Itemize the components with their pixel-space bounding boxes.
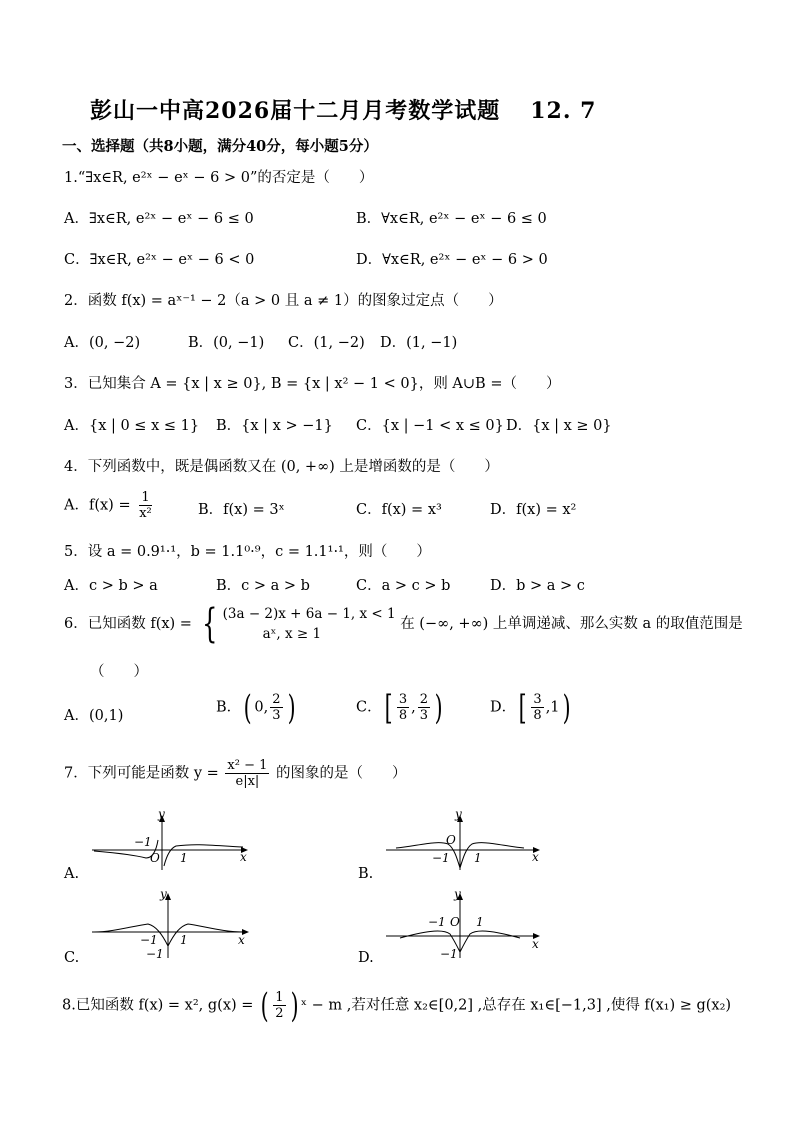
fraction [531, 692, 543, 723]
q8-stem-post: ˣ − m ,若对任意 x₂∈[0,2] ,总存在 x₁∈[−1,3] ,使得 f(x₁) ≥ g(x₂) [300, 997, 732, 1014]
q3-option-d[interactable]: D．{x | x ≥ 0} [506, 418, 612, 434]
fraction-numerator: 1 [275, 990, 284, 1005]
q7-graph-a[interactable] [88, 810, 258, 872]
q7-stem-post: 的图象的是（ ） [276, 765, 407, 782]
option-label: D． [490, 699, 517, 716]
fraction-numerator: 2 [272, 692, 281, 707]
fraction-denominator: 8 [398, 708, 408, 723]
q1-stem: 1.“∃x∈R, e²ˣ − eˣ − 6 > 0”的否定是（ ） [64, 170, 374, 186]
q6-stem-post: 在 (−∞, +∞) 上单调递减、那么实数 a 的取值范围是 [400, 616, 743, 632]
q4-option-c[interactable]: C．f(x) = x³ [356, 502, 442, 518]
q2-option-b[interactable]: B．(0, −1) [188, 335, 265, 351]
fraction-denominator: x² [139, 506, 152, 521]
exam-date: 12. 7 [530, 98, 597, 124]
axis-x-label: x [240, 850, 247, 864]
q4-option-a-fraction [137, 490, 154, 521]
q6-option-b[interactable] [216, 687, 298, 728]
tick-neg1: −1 [432, 851, 450, 865]
q5-option-d[interactable]: D．b > a > c [490, 578, 585, 594]
tick-neg1: −1 [134, 835, 152, 849]
q2-option-d[interactable]: D．(1, −1) [380, 335, 458, 351]
q6-option-a[interactable]: A．(0,1) [64, 708, 124, 724]
fraction-denominator: 2 [275, 1006, 284, 1021]
q6-answer-paren: （ ） [90, 664, 148, 680]
q6-piecewise [223, 604, 396, 644]
q2-option-a[interactable]: A．(0, −2) [64, 335, 141, 351]
q5-option-b[interactable]: B．c > a > b [216, 578, 310, 594]
q7-label-b: B. [358, 866, 374, 882]
q7-label-d: D. [358, 950, 374, 966]
fraction-numerator: 3 [398, 692, 408, 707]
q4-option-a[interactable] [64, 490, 156, 521]
q6-piece-line-1: (3a − 2)x + 6a − 1, x < 1 [222, 606, 396, 622]
bracket-glyph: ( [243, 687, 252, 728]
axis-x-label: x [532, 850, 539, 864]
q7-label-c: C. [64, 950, 80, 966]
fraction-denominator: e|x| [235, 774, 260, 789]
axis-y-label: y [160, 890, 167, 901]
q7-graph-d[interactable] [382, 890, 547, 960]
bracket-glyph: [ [384, 687, 393, 728]
q1-option-b[interactable]: B．∀x∈R, e²ˣ − eˣ − 6 ≤ 0 [356, 211, 547, 227]
tick-neg1-y: −1 [146, 947, 164, 960]
page-title: 彭山一中高2026届十二月月考数学试题 12. 7 [90, 98, 597, 124]
bracket-glyph: ) [562, 687, 571, 728]
option-label: B． [216, 699, 242, 716]
tick-1: 1 [180, 851, 188, 865]
q6-piece-line-2: aˣ, x ≥ 1 [262, 626, 322, 642]
fraction [397, 692, 409, 723]
q7-stem-pre: 7．下列可能是函数 y = [64, 765, 219, 782]
fraction-numerator: x² − 1 [227, 758, 268, 773]
q3-stem: 3．已知集合 A = {x | x ≥ 0}, B = {x | x² − 1 < 0}，则 A∪B =（ ） [64, 376, 561, 392]
q4-option-d[interactable]: D．f(x) = x² [490, 502, 577, 518]
q7-graph-b[interactable] [382, 810, 547, 872]
q7-graph-c[interactable] [88, 890, 258, 960]
q3-option-b[interactable]: B．{x | x > −1} [216, 418, 333, 434]
q1-option-d[interactable]: D．∀x∈R, e²ˣ − eˣ − 6 > 0 [356, 252, 548, 268]
q7-fraction [225, 758, 269, 789]
tick-neg1: −1 [140, 933, 158, 947]
q8-stem-pre: 8.已知函数 f(x) = x², g(x) = [62, 997, 254, 1014]
tick-1: 1 [476, 915, 484, 929]
q3-option-a[interactable]: A．{x | 0 ≤ x ≤ 1} [64, 418, 200, 434]
q5-option-a[interactable]: A．c > b > a [64, 578, 158, 594]
bracket-glyph: ( [260, 985, 269, 1026]
fraction-numerator: 2 [419, 692, 429, 707]
fraction-numerator: 1 [141, 490, 150, 505]
axis-x-label: x [532, 937, 539, 951]
q6-option-d[interactable] [490, 687, 573, 728]
q5-option-c[interactable]: C．a > c > b [356, 578, 451, 594]
q6-stem-pre: 6．已知函数 f(x) = [64, 616, 192, 632]
q8-stem [62, 985, 732, 1026]
q2-stem: 2．函数 f(x) = aˣ⁻¹ − 2（a > 0 且 a ≠ 1）的图象过定点（ ） [64, 293, 503, 309]
q4-option-b[interactable]: B．f(x) = 3ˣ [198, 502, 285, 518]
tick-1: 1 [474, 851, 482, 865]
q5-stem: 5．设 a = 0.9¹·¹，b = 1.1⁰·⁹，c = 1.1¹·¹，则（ ） [64, 544, 431, 560]
axis-y-label: y [158, 810, 165, 821]
origin-label: O [446, 833, 456, 847]
fraction-numerator: 3 [533, 692, 542, 707]
origin-label: O [450, 915, 460, 929]
interval-end: ,1 [545, 699, 560, 716]
tick-1: 1 [180, 933, 188, 947]
fraction-denominator: 3 [419, 708, 429, 723]
interval-start: 0, [254, 699, 269, 716]
q3-option-c[interactable]: C．{x | −1 < x ≤ 0} [356, 418, 504, 434]
bracket-glyph: ) [290, 985, 299, 1026]
q7-stem [64, 758, 407, 789]
axis-y-label: y [454, 890, 461, 901]
q6-option-c[interactable]: C．[ $\frac{3}{8}$ , $\frac{2}{3}$ ) [356, 687, 443, 728]
q4-stem: 4．下列函数中，既是偶函数又在 (0, +∞) 上是增函数的是（ ） [64, 459, 499, 475]
option-label: C． [356, 699, 382, 716]
axis-x-label: x [238, 933, 245, 947]
tick-neg1: −1 [428, 915, 446, 929]
q4-option-a-label: A．f(x) = [64, 497, 131, 514]
q7-label-a: A. [64, 866, 80, 882]
tick-neg1-y: −1 [440, 947, 458, 960]
q2-option-c[interactable]: C．(1, −2) [288, 335, 365, 351]
fraction [270, 692, 282, 723]
axis-y-label: y [455, 810, 462, 821]
fraction-denominator: 8 [533, 708, 542, 723]
q1-option-a[interactable]: A．∃x∈R, e²ˣ − eˣ − 6 ≤ 0 [64, 211, 254, 227]
fraction-denominator: 3 [272, 708, 281, 723]
bracket-glyph: ) [434, 687, 443, 728]
section-heading: 一、选择题（共8小题，满分40分，每小题5分） [62, 138, 378, 155]
q1-option-c[interactable]: C．∃x∈R, e²ˣ − eˣ − 6 < 0 [64, 252, 255, 268]
fraction [418, 692, 430, 723]
q6-stem [64, 601, 743, 647]
bracket-glyph: ) [287, 687, 296, 728]
q8-fraction [273, 990, 285, 1021]
brace-glyph: { [201, 601, 217, 647]
bracket-glyph: [ [518, 687, 527, 728]
origin-label: O [150, 851, 160, 865]
